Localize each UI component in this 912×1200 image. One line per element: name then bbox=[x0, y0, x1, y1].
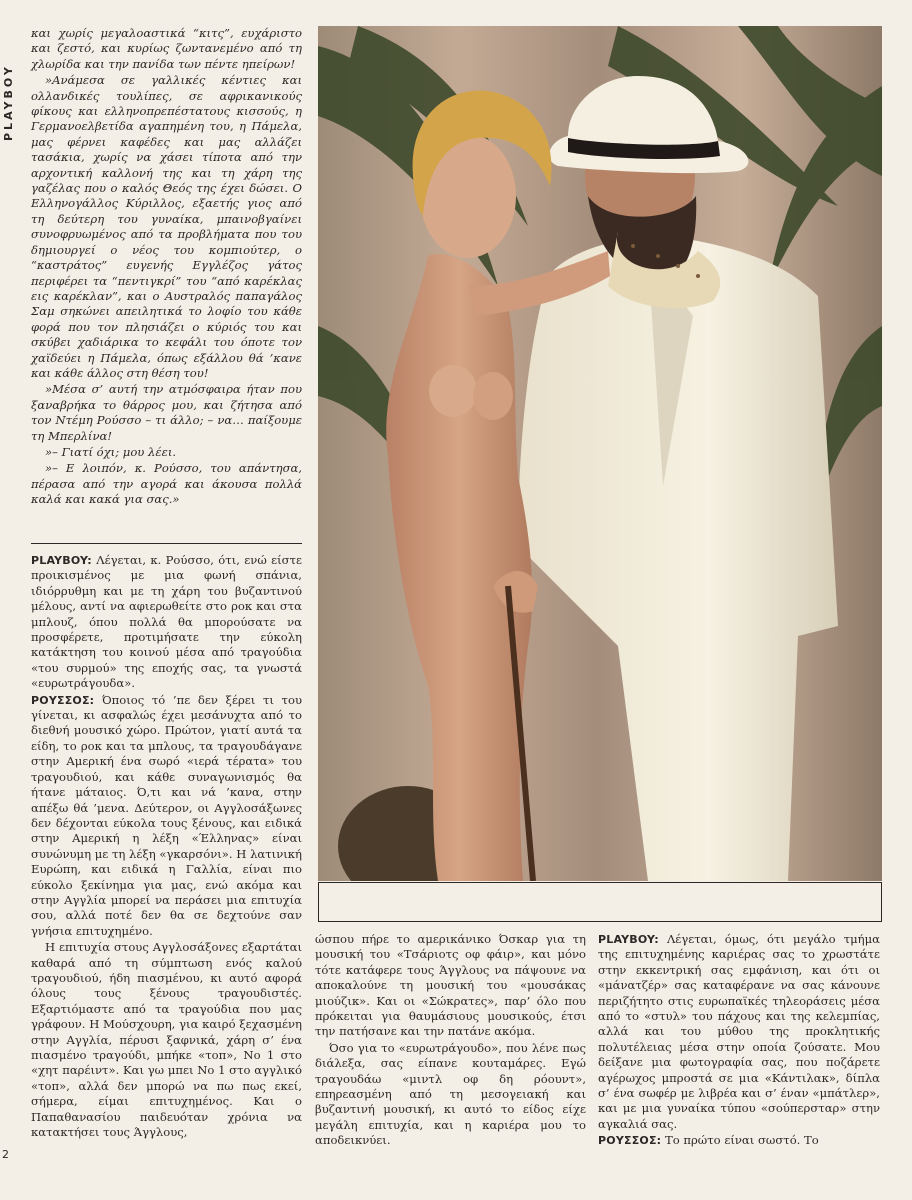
intro-column bbox=[31, 26, 302, 509]
question-text: Λέγεται, όμως, ότι μεγάλο τμήμα της επιτυχημένης καριέρας σας το χρωστάτε στην εκκεντρική σας εμφάνιση, και ότι οι «μάνατζέρ» σας καταφέρανε να σας κάνουνε περιζήτητο στις ευρωπαϊκές τηλεοράσεις μέσα από το «στυλ» του πάχους και της κελεμπίας, αλλά και του μύθου της προκλητικής πολυτέλειας μέσα στην οποία ζούσατε. Μου δείξανε μια φωτογραφία σας, που ποζάρετε αγέρωχος μπροστά σε μια «Κάντιλακ», δίπλα σ’ ένα σωφέρ με λιβρέα και σ’ έναν «μπάτλερ», και με μια γυναίκα τύπου «σούπερσταρ» στην αγκαλιά σας. bbox=[598, 932, 880, 1131]
intro-paragraph: »– Γιατί όχι; μου λέει. bbox=[45, 444, 177, 459]
speaker-label: ΡΟΥΣΣΟΣ: bbox=[31, 693, 95, 707]
question-paragraph bbox=[31, 553, 302, 692]
interview-column-1 bbox=[31, 553, 302, 1141]
page-number: 2 bbox=[2, 1148, 9, 1161]
photo-illustration bbox=[318, 26, 882, 881]
interview-column-3 bbox=[598, 932, 880, 1150]
answer-text: Όποιος τό ’πε δεν ξέρει τι του γίνεται, κι ασφαλώς έχει μεσάνυχτα από το διεθνή μουσικό χώρο. Πρώτον, γιατί αυτά τα είδη, το ροκ και τα μπλους, τα τραγουδάγανε στην Αμερική ένα σωρό «ιερά τέρατα» του τραγουδιού, και κάθε συναγωνισμός θα ήτανε μάταιος. Ό,τι και νά ’κανα, στην απέξω θά ’μενα. Δεύτερον, οι Αγγλοσάξωνες δεν δέχονται εύκολα τους ξένους, και ειδικά στην Αμερική η λέξη «Έλληνας» είναι συνώνυμη με τη λέξη «γκαρσόνι». Η λατινική Ευρώπη, και ειδικά η Γαλλία, είναι πιο εύκολο ξεκίνημα για μας, ενώ ακόμα και στην Αγγλία μπορεί να περάσει μια επιτυχία σου, αλλά ποτέ δεν θα σε δεχτούνε σαν γνήσια επιτυχημένο. bbox=[31, 692, 303, 938]
answer-paragraph: Όσο για το «ευρωτράγουδο», που λένε πως διάλεξα, σας είπανε κουταμάρες. Εγώ τραγουδάω «μιντλ οφ δη ρόουντ», επηρεασμένη από τη μεσογειακή και βυζαντινή μουσική, κι αυτό το είδος είχε μεγάλη επιτυχία, και η καριέρα μου το αποδεικνύει. bbox=[315, 1040, 586, 1148]
section-divider bbox=[31, 543, 302, 544]
intro-paragraph: και χωρίς μεγαλοαστικά “κιτς”, ευχάριστο και ζεστό, και κυρίως ζωντανεμένο από τη χλωρίδα και την πανίδα των πέντε ηπείρων! bbox=[31, 26, 302, 71]
question-text: Λέγεται, κ. Ρούσσο, ότι, ενώ είστε προικισμένος με μια φωνή σπάνια, ιδιόρρυθμη και με τη χάρη του βυζαντινού μέλους, αντί να αφιερωθείτε στο ροκ και στα μπλουζ, όπου πολλά θα μπορούσατε να προσφέρετε, προτιμήσατε την εύκολη κατάκτηση του κοινού μέσα από τραγούδια «του συρμού» της εποχής σας, τα γνωστά «ευρωτράγουδα». bbox=[31, 553, 303, 691]
cover-photo bbox=[318, 26, 882, 881]
answer-paragraph bbox=[598, 1133, 880, 1148]
intro-paragraph: »Μέσα σ’ αυτή την ατμόσφαιρα ήταν που ξαναβρήκα το θάρρος μου, και ζήτησα από τον Ντέμη Ρούσσο – τι άλλο; – να… παίξουμε τη Μπερλίνα! bbox=[31, 382, 302, 443]
question-paragraph bbox=[598, 932, 880, 1132]
answer-paragraph: Η επιτυχία στους Αγγλοσάξονες εξαρτάται καθαρά από τη σύμπτωση ενός καλού τραγουδιού, ήδη πιασμένου, κι αυτό αφορά όλους τους ξένους τραγουδιστές. Εξαρτιόμαστε από τα τραγούδια που μας γράφουν. Η Μούσχουρη, για καιρό ξεχασμένη στην Αγγλία, πέρυσι ξαφνικά, χάρη σ’ ένα πιασμένο τραγούδι, μπήκε «τοπ», Νο 1 στο «χητ παρέιντ». Και γω μπει Νο 1 στο αγγλικό «τοπ», αλλά δεν μπορώ να πω πως εκεί, σήμερα, είμαι επιτυχημένος. Και ο Παπαθανασίου παιδευόταν χρόνια να κατακτήσει τους Άγγλους, bbox=[31, 940, 302, 1140]
answer-paragraph: ώσπου πήρε το αμερικάνικο Όσκαρ για τη μουσική του «Τσάριοτς οφ φάιρ», και μόνο τότε κατάφερε τους Άγγλους να πάψουνε να αποκαλούνε τη μουσική του «μουσάκας μιούζικ». Και οι «Σώκρατες», παρ’ όλο που πρόκειται για θαυμάσιους μουσικούς, έτσι την πατήσανε και την πατάνε ακόμα. bbox=[315, 932, 586, 1039]
speaker-label: ΡΟΥΣΣΟΣ: bbox=[598, 1134, 662, 1148]
answer-paragraph bbox=[31, 693, 302, 940]
answer-text: Το πρώτο είναι σωστό. Το bbox=[664, 1133, 819, 1148]
magazine-logo: PLAYBOY bbox=[2, 64, 15, 142]
interview-column-2 bbox=[315, 932, 586, 1150]
caption-box bbox=[318, 882, 882, 922]
speaker-label: PLAYBOY: bbox=[31, 554, 92, 567]
intro-paragraph: »Ανάμεσα σε γαλλικές κέντιες και ολλανδικές τουλίπες, σε αφρικανικούς φίκους και ελληνοπρεπέστατους κισσούς, η Γερμανοελβετίδα αγαπημένη του, η Πάμελα, μας φέρνει καφέδες και μας αλλάζει τασάκια, χωρίς να χάσει τίποτα από την αρχοντική καλλονή της και τη χάρη της γαζέλας που ο καλός Θεός της έχει δώσει. Ο Ελληνογάλλος Κύριλλος, εξαετής γιος από τη δεύτερη του γυναίκα, μπαινοβγαίνει συνοφρυωμένος από τα προβλήματα που του δημιουργεί ο νέος του κομπιούτερ, ο “καστράτος” ευγενής Εγγλέζος γάτος περιφέρει τα “πεντιγκρί” του “από καρέκλας εις καρέκλαν”, και ο Αυστραλός παπαγάλος Σαμ σηκώνει απειλητικά το λοφίο του κάθε φορά που τον πλησιάζει ο κύριός του και σκύβει χαδιάρικα το κεφάλι του όποτε τον χαϊδεύει η Πάμελα, όπως εξάλλου θά ’κανε και κάθε άλλος στη θέση του! bbox=[31, 73, 302, 380]
intro-paragraph: »– Ε λοιπόν, κ. Ρούσσο, του απάντησα, πέρασα από την αγορά και άκουσα πολλά καλά και κακά για σας.» bbox=[31, 461, 302, 507]
speaker-label: PLAYBOY: bbox=[598, 933, 659, 946]
